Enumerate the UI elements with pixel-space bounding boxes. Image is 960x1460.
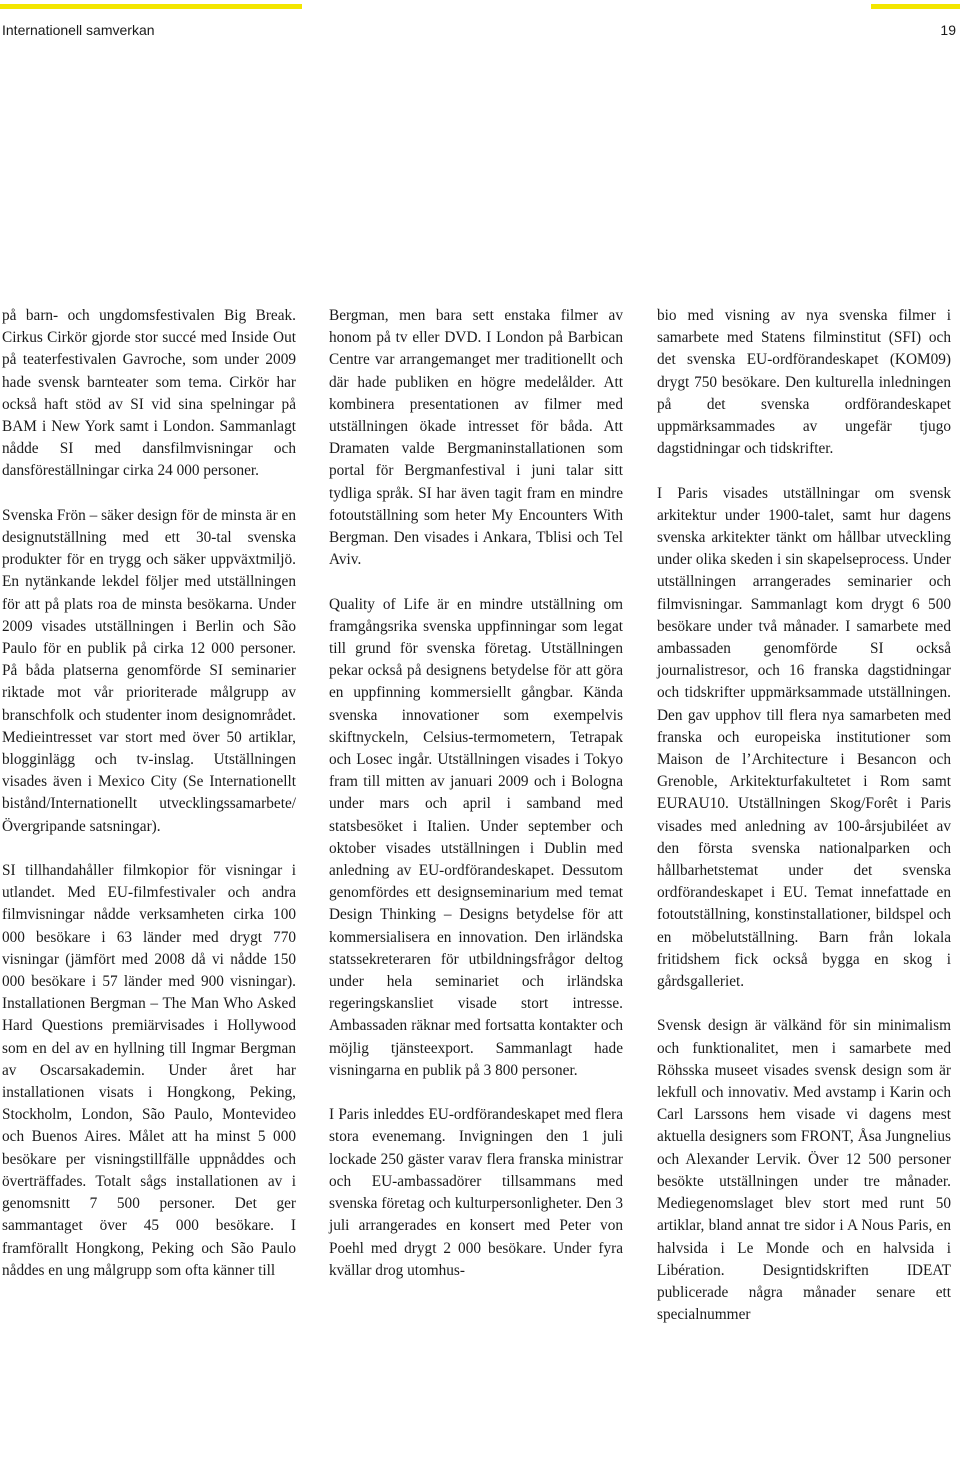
paragraph: I Paris visades utställningar om svensk arkitektur under 1900-talet, samt hur dagens svenska arkitekter tänkt om hållbar utveckling under olika skeden i sin skapelseprocess. Under utställningen arrangerades seminarier och filmvisningar. Sammanlagt kom drygt 6 500 besökare under två månader. I samarbete med ambassaden genomförde SI också journalistresor, och 16 franska dagstidningar och tidskrifter uppmärksammade utställningen. Den gav upphov till flera nya samarbeten med franska och europeiska institutioner som Maison de l’Architecture i Besancon och Grenoble, Arkitekturfakultetet i Rom samt EURAU10. Utställningen Skog/Forêt i Paris visades med anledning av 100-årsjubiléet av den första svenska nationalparken och hållbarhetstemat under det svenska ordförandeskapet i EU. Temat innefattade en fotoutställning, konstinstallationer, bildspel och en möbelutställning. Barn från lokala fritidshem fick också bygga en skog i gårdsgalleriet. bbox=[657, 484, 951, 991]
text-column-1 bbox=[2, 305, 296, 1282]
page-number: 19 bbox=[940, 22, 956, 38]
paragraph: SI tillhandahåller filmkopior för visningar i utlandet. Med EU-filmfestivaler och andra filmvisningar nådde verksamheten cirka 100 000 besökare i 63 länder med drygt 770 visningar (jämfört med 2008 då vi nådde 150 000 besökare i 57 länder med 900 visningar). Installationen Bergman – The Man Who Asked Hard Questions premiärvisades i Hollywood som en del av en hyllning till Ingmar Bergman av Oscarsakademin. Under året har installationen visats i Hongkong, Peking, Stockholm, London, São Paulo, Montevideo och Buenos Aires. Målet att ha minst 5 000 besökare per visningstillfälle uppnåddes och överträffades. Totalt sågs installationen av i genomsnitt 7 500 personer. Det ger sammantaget över 45 000 besökare. I framförallt Hongkong, Peking och São Paulo nåddes en ung målgrupp som ofta känner till bbox=[2, 862, 296, 1279]
paragraph: I Paris inleddes EU-ordförandeskapet med flera stora evenemang. Invigningen den 1 juli lockade 250 gäster varav flera franska ministrar och EU-ambassadörer tillsammans med svenska företag och kulturpersonligheter. Den 3 juli arrangerades en konsert med Peter von Poehl med drygt 2 000 besökare. Under fyra kvällar drog utomhus- bbox=[329, 1106, 623, 1279]
header-rule-right bbox=[871, 4, 960, 9]
paragraph: Svensk design är välkänd för sin minimalism och funktionalitet, men i samarbete med Röhsska museet visades svensk design som är lekfull och innovativ. Med avstamp i Karin och Carl Larssons hem visade vi dagens mest aktuella designers som FRONT, Åsa Jungnelius och Alexander Lervik. Över 12 500 personer besökte utställningen under tre månader. Mediegenomslaget blev stort med runt 50 artiklar, bland annat tre sidor i A Nous Paris, en halvsida i Le Monde och en halvsida i Libération. Designtidskriften IDEAT publicerade några månader senare ett specialnummer bbox=[657, 1017, 951, 1324]
paragraph: Bergman, men bara sett enstaka filmer av honom på tv eller DVD. I London på Barbican Centre var arrangemanget mer traditionellt och där hade publiken en högre medelålder. Att kombinera presentationen av filmer med utställningen ökade intresset för båda. Att Dramaten valde Bergmaninstallationen som portal för Bergmanfestival i juni talar sitt tydliga språk. SI har även tagit fram en mindre fotoutställning som heter My Encounters With Bergman. Den visades i Ankara, Tblisi och Tel Aviv. bbox=[329, 307, 623, 569]
header-rule-left bbox=[0, 4, 302, 9]
text-column-3 bbox=[657, 305, 951, 1326]
paragraph: Svenska Frön – säker design för de minsta är en designutställning med ett 30-tal svenska produkter för en trygg och säker uppväxtmiljö. En nytänkande lekdel följer med utställningen för att på plats roa de minsta besökarna. Under 2009 visades utställningen i Berlin och São Paulo för en publik på cirka 12 000 personer. På båda platserna genomförde SI seminarier riktade mot vår prioriterade målgrupp av branschfolk och studenter inom designområdet. Medieintresset var stort med över 50 artiklar, blogginlägg och tv-inslag. Utställningen visades även i Mexico City (Se Internationellt bistånd/Internationellt utvecklingssamarbete/Övergripande satsningar). bbox=[2, 506, 296, 835]
paragraph: Quality of Life är en mindre utställning om framgångsrika svenska uppfinningar som legat till grund för svenska företag. Utställningen pekar också på designens betydelse för att göra en uppfinning kommersiellt gångbar. Kända svenska innovationer som exempelvis skiftnyckeln, Celsius-termometern, Tetrapak och Losec ingår. Utställningen visades i Tokyo fram till mitten av januari 2009 och i Bologna under mars och april i samband med statsbesöket i Italien. Under september och oktober visades utställningen i Dublin med anledning av EU-ordförandeskapet. Dessutom genomfördes ett designseminarium med temat Design Thinking – Designs betydelse för att kommersialisera en innovation. Den irländska statssekreteraren för utbildningsfrågor deltog under hela seminariet och irländska regeringskansliet visade stort intresse. Ambassaden räknar med fortsatta kontakter och möjlig tjänsteexport. Sammanlagt hade visningarna en publik på 3 800 personer. bbox=[329, 595, 623, 1079]
section-title: Internationell samverkan bbox=[2, 22, 155, 38]
paragraph: bio med visning av nya svenska filmer i samarbete med Statens filminstitut (SFI) och det svenska EU-ordförandeskapet (KOM09) drygt 750 besökare. Den kulturella inledningen på det svenska ordförandeskapet uppmärksammades av ungefär tjugo dagstidningar och tidskrifter. bbox=[657, 307, 951, 458]
text-column-2 bbox=[329, 305, 623, 1282]
paragraph: på barn- och ungdomsfestivalen Big Break. Cirkus Cirkör gjorde stor succé med Inside Out på teaterfestivalen Gavroche, som under 2009 hade svensk barnteater som tema. Cirkör har också haft stöd av SI vid sina spelningar på BAM i New York samt i London. Sammanlagt nådde SI med dansfilmvisningar och dansföreställningar cirka 24 000 personer. bbox=[2, 307, 296, 480]
